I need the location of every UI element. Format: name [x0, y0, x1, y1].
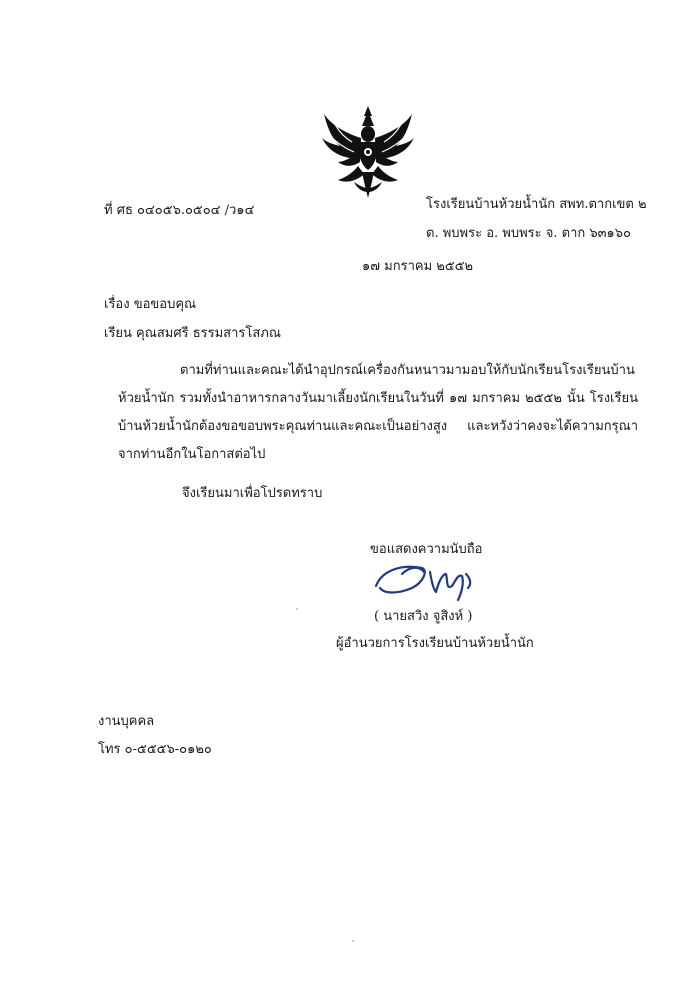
department-label: งานบุคคล	[98, 714, 155, 729]
scan-speck	[352, 940, 354, 942]
letter-subject: เรื่อง ขอขอบคุณ	[104, 297, 197, 312]
phone-number: โทร ๐-๕๕๕๖-๐๑๒๐	[98, 742, 212, 757]
letter-recipient: เรียน คุณสมศรี ธรรมสารโสภณ	[104, 326, 281, 341]
letter-date: ๑๗ มกราคม ๒๕๕๒	[362, 259, 474, 274]
letter-body-text: ตามที่ท่านและคณะได้นำอุปกรณ์เครื่องกันหนาวมามอบให้กับนักเรียนโรงเรียนบ้านห้วยน้ำนัก รวมทั้งนำอาหารกลางวันมาเลี้ยงนักเรียนในวันที่ ๑๗ มกราคม ๒๕๕๒ นั้น โรงเรียนบ้านห้วยน้ำนักต้องขอขอบพระคุณท่านและคณะเป็นอย่างสูง และหวังว่าคงจะได้ความกรุณาจากท่านอีกในโอกาสต่อไป	[118, 363, 638, 462]
reference-number: ที่ ศธ ๐๔๐๕๖.๐๕๐๔ /ว๑๔	[104, 203, 255, 218]
letter-body	[118, 357, 638, 469]
handwritten-signature	[372, 560, 484, 604]
closing-statement: จึงเรียนมาเพื่อโปรดทราบ	[182, 486, 323, 501]
regards: ขอแสดงความนับถือ	[370, 542, 483, 557]
garuda-emblem-icon	[318, 104, 418, 200]
signer-title: ผู้อำนวยการโรงเรียนบ้านห้วยน้ำนัก	[336, 636, 534, 651]
sender-name: โรงเรียนบ้านห้วยน้ำนัก สพท.ตากเขต ๒	[426, 197, 647, 212]
sender-address: ต. พบพระ อ. พบพระ จ. ตาก ๖๓๑๖๐	[426, 226, 631, 241]
scan-speck	[296, 608, 298, 610]
signer-name: ( นายสวิง จูสิงห์ )	[374, 609, 473, 624]
